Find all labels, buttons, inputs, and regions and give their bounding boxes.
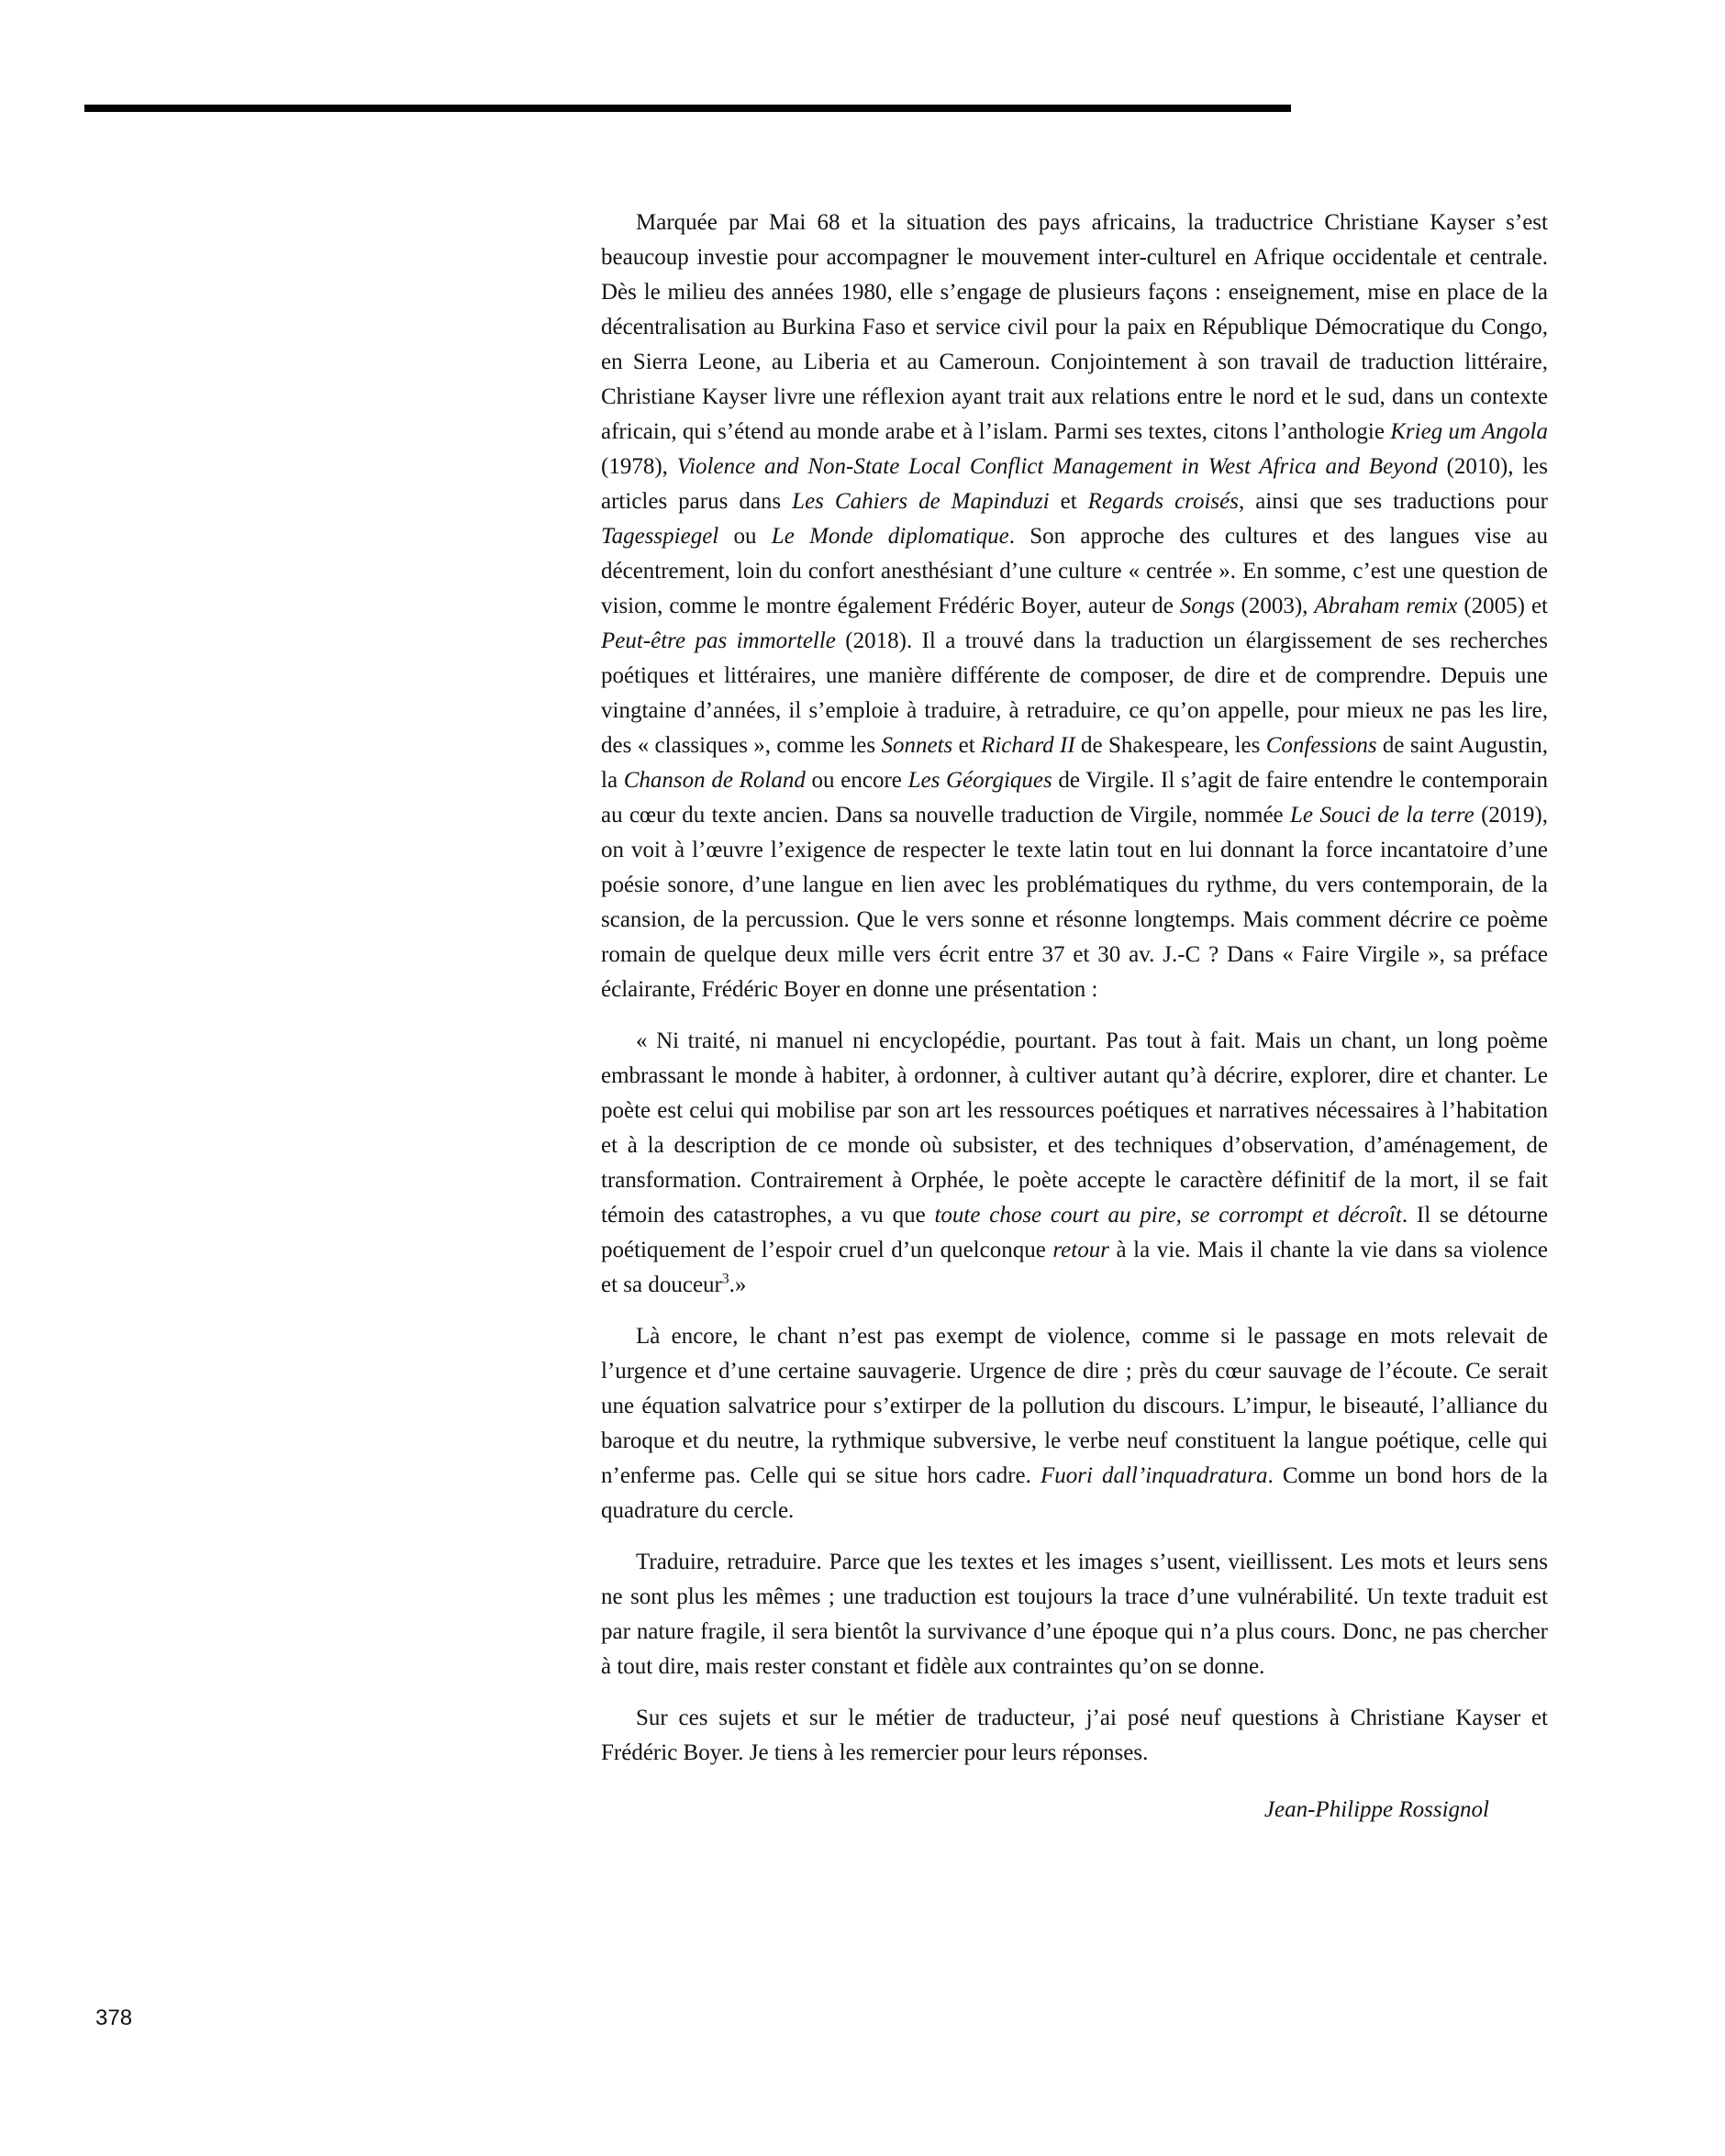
author-signature: Jean-Philippe Rossignol	[1263, 1797, 1489, 1822]
paragraph-intro: Marquée par Mai 68 et la situation des pays africains, la traductrice Christiane Kayser s’est beaucoup investie pour accompagner le mouvement inter-culturel en Afrique occidentale et centrale. Dès le milieu des années 1980, elle s’engage de plusieurs façons : enseignement, mise en place de la décentralisation au Burkina Faso et service civil pour la paix en République Démocratique du Congo, en Sierra Leone, au Liberia et au Cameroun. Conjointement à son travail de traduction littéraire, Christiane Kayser livre une réflexion ayant trait aux relations entre le nord et le sud, dans un contexte africain, qui s’étend au monde arabe et à l’islam. Parmi ses textes, citons l’anthologie Krieg um Angola (1978), Violence and Non-State Local Conflict Management in West Africa and Beyond (2010), les articles parus dans Les Cahiers de Mapinduzi et Regards croisés, ainsi que ses traductions pour Tagesspiegel ou Le Monde diplomatique. Son approche des cultures et des langues vise au décentrement, loin du confort anesthésiant d’une culture « centrée ». En somme, c’est une question de vision, comme le montre également Frédéric Boyer, auteur de Songs (2003), Abraham remix (2005) et Peut-être pas immortelle (2018). Il a trouvé dans la traduction un élargissement de ses recherches poétiques et littéraires, une manière différente de composer, de dire et de comprendre. Depuis une vingtaine d’années, il s’emploie à traduire, à retraduire, ce qu’on appelle, pour mieux ne pas les lire, des « classiques », comme les Sonnets et Richard II de Shakespeare, les Confessions de saint Augustin, la Chanson de Roland ou encore Les Géorgiques de Virgile. Il s’agit de faire entendre le contemporain au cœur du texte ancien. Dans sa nouvelle traduction de Virgile, nommée Le Souci de la terre (2019), on voit à l’œuvre l’exigence de respecter le texte latin tout en lui donnant la force incantatoire d’une poésie sonore, d’une langue en lien avec les problématiques du rythme, du vers contemporain, de la scansion, de la percussion. Que le vers sonne et résonne longtemps. Mais comment décrire ce poème romain de quelque deux mille vers écrit entre 37 et 30 av. J.-C ? Dans « Faire Virgile », sa préface éclairante, Frédéric Boyer en donne une présentation :	[601, 210, 1549, 1002]
paragraph-conclusion: Sur ces sujets et sur le métier de traducteur, j’ai posé neuf questions à Christiane Kayser et Frédéric Boyer. Je tiens à les remercier pour leurs réponses.	[601, 1706, 1548, 1765]
paragraph-commentary: Là encore, le chant n’est pas exempt de violence, comme si le passage en mots relevait de l’urgence et d’une certaine sauvagerie. Urgence de dire ; près du cœur sauvage de l’écoute. Ce serait une équation salvatrice pour s’extirper de la pollution du discours. L’impur, le biseauté, l’alliance du baroque et du neutre, la rythmique subversive, le verbe neuf constituent la langue poétique, celle qui n’enferme pas. Celle qui se situe hors cadre. Fuori dall’inquadratura. Comme un bond hors de la quadrature du cercle.	[601, 1324, 1549, 1523]
body-text-column	[601, 206, 1548, 1828]
paragraph-traduire: Traduire, retraduire. Parce que les textes et les images s’usent, vieillissent. Les mots et leurs sens ne sont plus les mêmes ; une traduction est toujours la trace d’une vulnérabilité. Un texte traduit est par nature fragile, il sera bientôt la survivance d’une époque qui n’a plus cours. Donc, ne pas chercher à tout dire, mais rester constant et fidèle aux contraintes qu’on se donne.	[601, 1550, 1548, 1679]
page-number: 378	[95, 2006, 133, 2030]
paragraph-quote: « Ni traité, ni manuel ni encyclopédie, pourtant. Pas tout à fait. Mais un chant, un long poème embrassant le monde à habiter, à ordonner, à cultiver autant qu’à décrire, explorer, dire et chanter. Le poète est celui qui mobilise par son art les ressources poétiques et narratives nécessaires à l’habitation et à la description de ce monde où subsister, et des techniques d’observation, d’aménagement, de transformation. Contrairement à Orphée, le poète accepte le caractère définitif de la mort, il se fait témoin des catastrophes, a vu que toute chose court au pire, se corrompt et décroît. Il se détourne poétiquement de l’espoir cruel d’un quelconque retour à la vie. Mais il chante la vie dans sa violence et sa douceur$^3$.»	[601, 1028, 1549, 1297]
header-rule	[84, 105, 1291, 112]
